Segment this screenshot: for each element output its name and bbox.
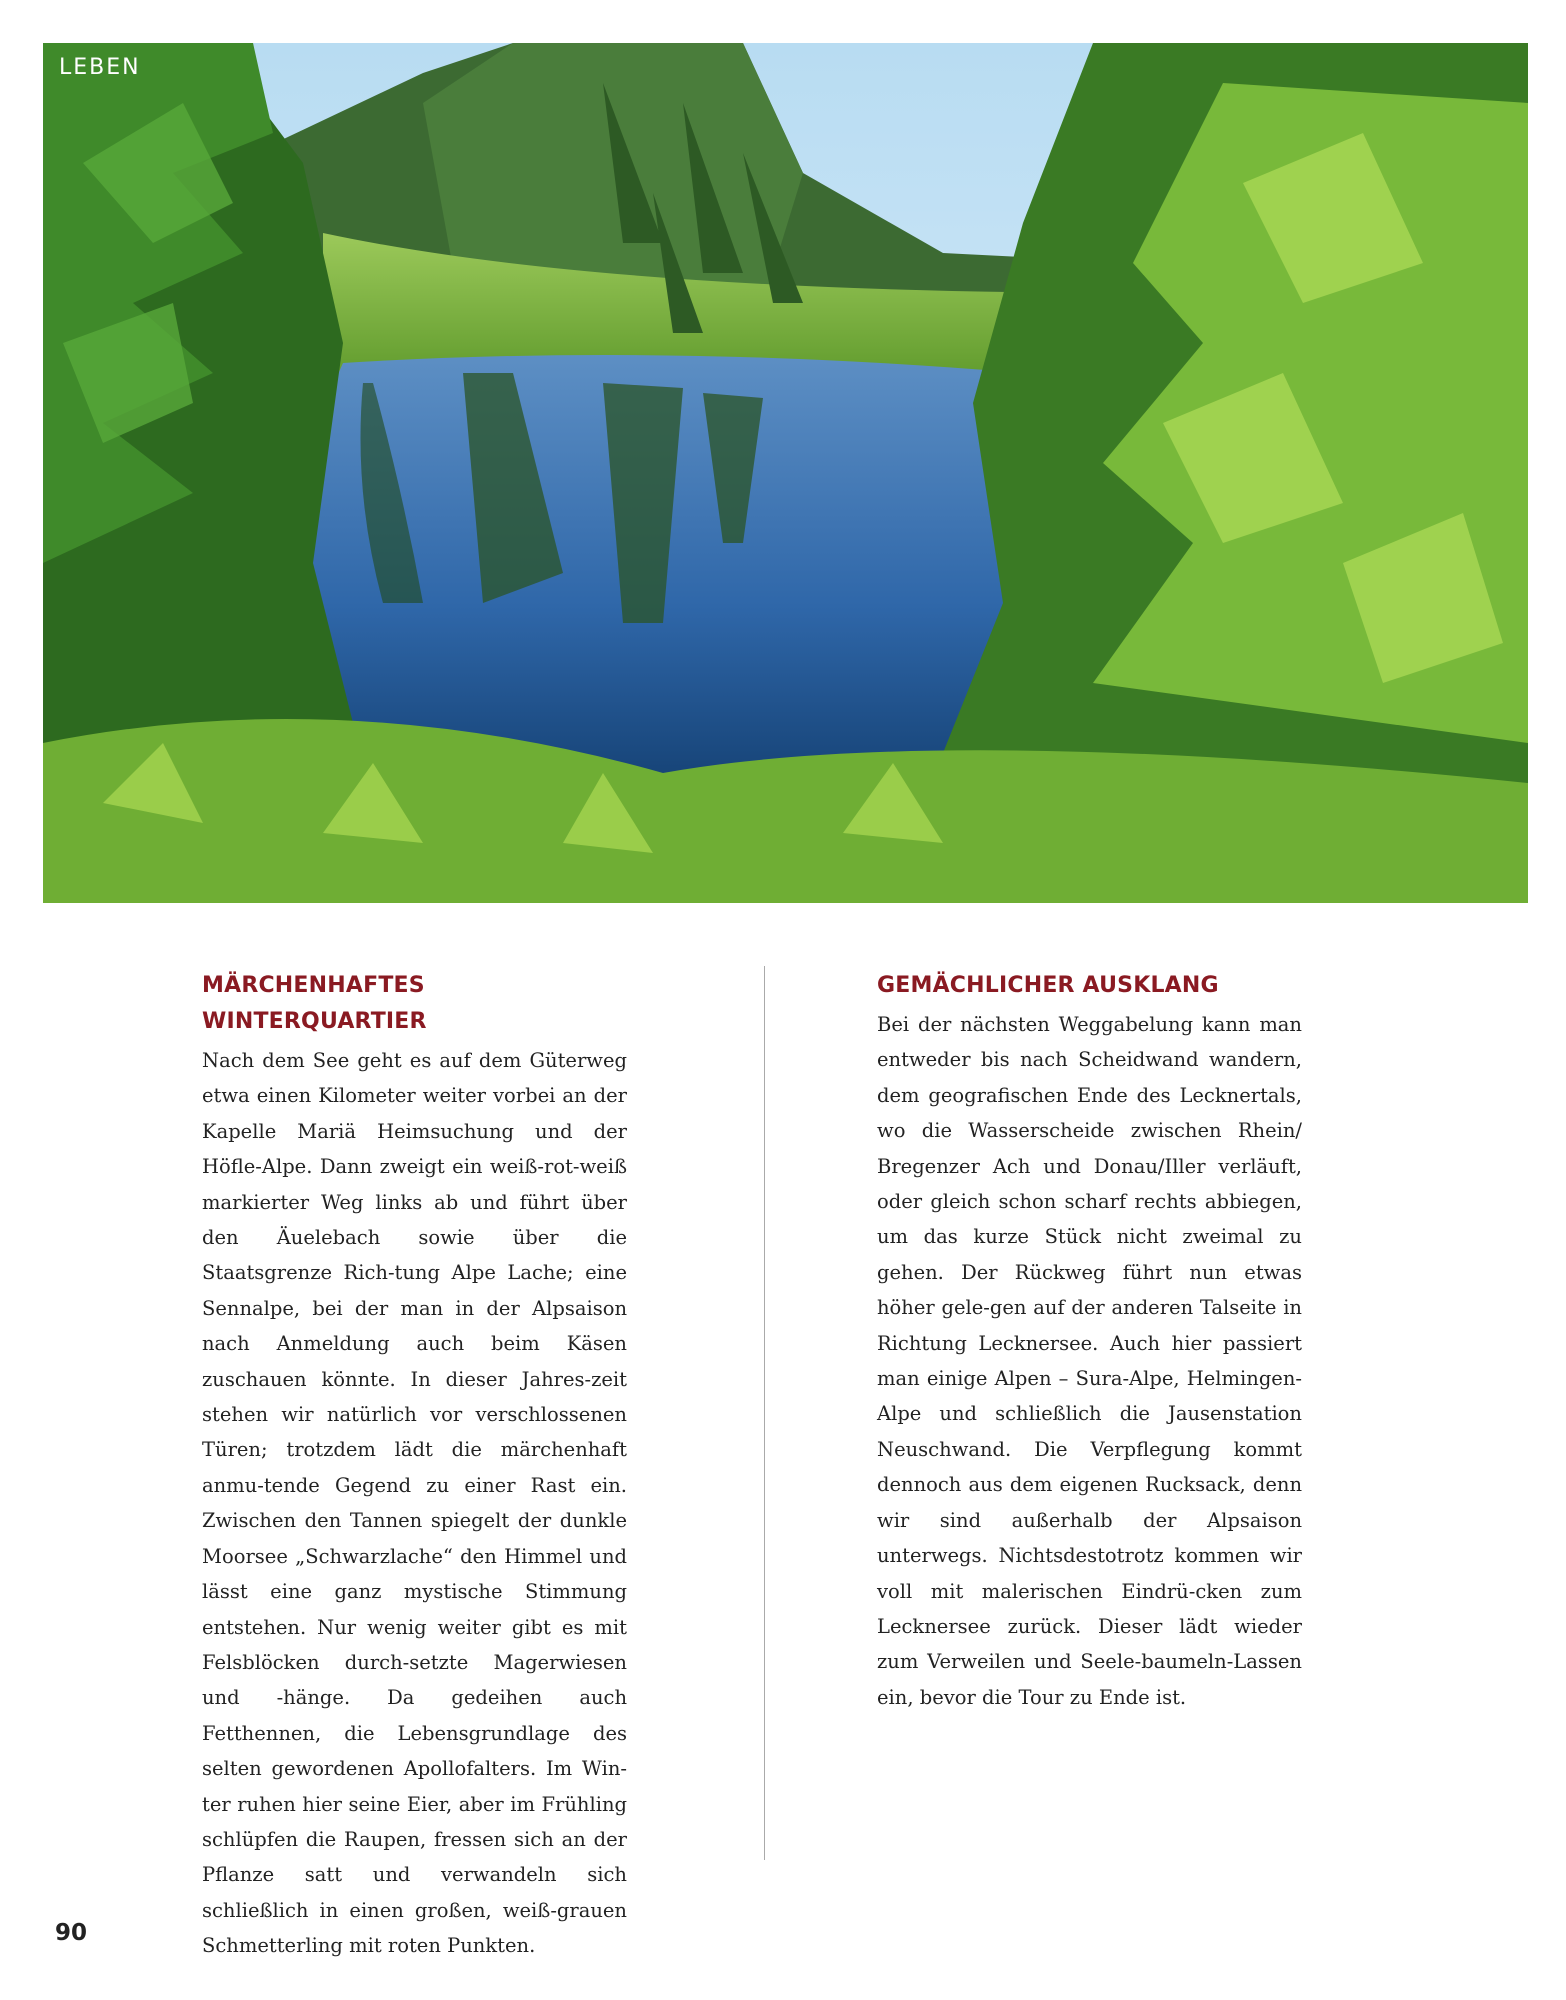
section-label: LEBEN — [59, 55, 141, 80]
right-column-body: Bei der nächsten Weggabelung kann man entweder bis nach Scheidwand wandern, dem geografischen Ende des Lecknertals, wo die Wasserscheide zwischen Rhein/ Bregenzer Ach und Donau/Iller verläuft, oder gleich schon scharf rechts abbiegen, um das kurze Stück nicht zweimal zu gehen. Der Rückweg führt nun etwas höher gele-gen auf der anderen Talseite in Richtung Lecknersee. Auch hier passiert man einige Alpen – Sura-Alpe, Helmingen-Alpe und schließlich die Jausenstation Neuschwand. Die Verpflegung kommt dennoch aus dem eigenen Rucksack, denn wir sind außerhalb der Alpsaison unterwegs. Nichtsdestotrotz kommen wir voll mit malerischen Eindrü-cken zum Lecknersee zurück. Dieser lädt wieder zum Verweilen und Seele-baumeln-Lassen ein, bevor die Tour zu Ende ist. — [877, 1013, 1302, 1709]
right-column-heading: GEMÄCHLICHER AUSKLANG — [877, 973, 1219, 998]
left-column-heading: MÄRCHENHAFTES WINTERQUARTIER — [202, 973, 427, 1034]
lake-landscape-photo — [43, 43, 1528, 903]
left-column-body: Nach dem See geht es auf dem Güterweg etwa einen Kilometer weiter vorbei an der Kapelle Mariä Heimsuchung und der Höfle-Alpe. Dann zweigt ein weiß-rot-weiß markierter Weg links ab und führt über den Äuelebach sowie über die Staatsgrenze Rich-tung Alpe Lache; eine Sennalpe, bei der man in der Alpsaison nach Anmeldung auch beim Käsen zuschauen könnte. In dieser Jahres-zeit stehen wir natürlich vor verschlossenen Türen; trotzdem lädt die märchenhaft anmu-tende Gegend zu einer Rast ein. Zwischen den Tannen spiegelt der dunkle Moorsee „Schwarzlache“ den Himmel und lässt eine ganz mystische Stimmung entstehen. Nur wenig weiter gibt es mit Felsblöcken durch-setzte Magerwiesen und -hänge. Da gedeihen auch Fetthennen, die Lebensgrundlage des selten gewordenen Apollofalters. Im Win-ter ruhen hier seine Eier, aber im Frühling schlüpfen die Raupen, fressen sich an der Pflanze satt und verwandeln sich schließlich in einen großen, weiß-grauen Schmetterling mit roten Punkten. — [202, 1049, 627, 1958]
page-number: 90 — [55, 1920, 88, 1946]
right-column — [877, 968, 1302, 1715]
left-column — [202, 968, 627, 1964]
column-divider — [764, 966, 765, 1860]
photo-illustration — [43, 43, 1528, 903]
